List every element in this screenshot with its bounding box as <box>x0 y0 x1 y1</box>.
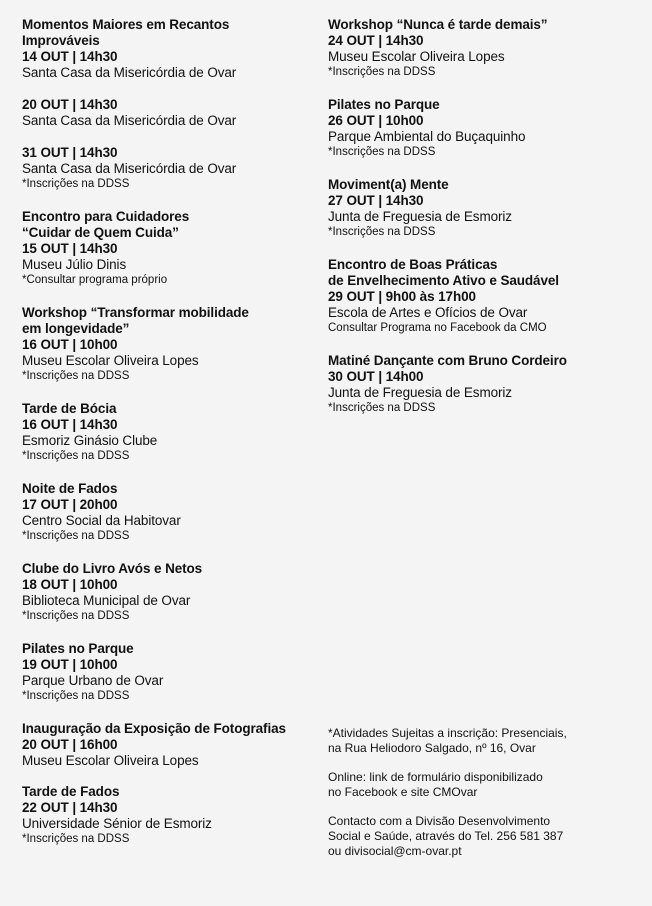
event-title: em longevidade” <box>22 321 130 336</box>
event-title: Pilates no Parque <box>22 641 134 656</box>
event-title: Workshop “Transformar mobilidade <box>22 305 249 320</box>
event-date: 30 OUT | 14h00 <box>328 369 424 384</box>
event-title: Workshop “Nunca é tarde demais” <box>328 17 548 32</box>
event-place: Parque Ambiental do Buçaquinho <box>328 129 526 144</box>
event-place: Museu Escolar Oliveira Lopes <box>22 353 199 368</box>
event-date: 19 OUT | 10h00 <box>22 657 118 672</box>
event-encontro-cuidadores <box>22 209 322 288</box>
event-date: 24 OUT | 14h30 <box>328 33 424 48</box>
event-title: Moviment(a) Mente <box>328 177 449 192</box>
event-date: 16 OUT | 14h30 <box>22 417 118 432</box>
event-momentos-maiores-1 <box>22 17 322 81</box>
event-note: *Consultar programa próprio <box>22 274 168 286</box>
event-date: 17 OUT | 20h00 <box>22 497 118 512</box>
event-title: Matiné Dançante com Bruno Cordeiro <box>328 353 567 368</box>
event-matine-dancante <box>328 353 648 416</box>
event-title: Tarde de Bócia <box>22 401 117 416</box>
event-note: *Inscrições na DDSS <box>22 610 130 622</box>
event-date: 27 OUT | 14h30 <box>328 193 424 208</box>
event-date: 14 OUT | 14h30 <box>22 49 118 64</box>
event-place: Santa Casa da Misericórdia de Ovar <box>22 113 237 128</box>
event-note: *Inscrições na DDSS <box>22 833 130 845</box>
footer-email: ou divisocial@cm-ovar.pt <box>328 844 462 858</box>
event-place: Universidade Sénior de Esmoriz <box>22 816 212 831</box>
event-place: Santa Casa da Misericórdia de Ovar <box>22 161 237 176</box>
event-date: 29 OUT | 9h00 às 17h00 <box>328 289 476 304</box>
event-workshop-nunca-tarde <box>328 17 648 80</box>
footer-text: *Atividades Sujeitas a inscrição: Presenciais, <box>328 726 567 740</box>
event-clube-livro <box>22 561 322 624</box>
event-place: Santa Casa da Misericórdia de Ovar <box>22 65 237 80</box>
event-tarde-bocia <box>22 401 322 464</box>
event-pilates-urbano <box>22 641 322 704</box>
event-title: Inauguração da Exposição de Fotografias <box>22 721 286 736</box>
event-exposicao-fotografias <box>22 721 322 769</box>
event-title: de Envelhecimento Ativo e Saudável <box>328 273 559 288</box>
event-momentos-maiores-3 <box>22 145 322 192</box>
event-note: *Inscrições na DDSS <box>328 146 436 158</box>
event-place: Junta de Freguesia de Esmoriz <box>328 209 512 224</box>
event-place: Museu Júlio Dinis <box>22 257 127 272</box>
footer-text: Online: link de formulário disponibilizado <box>328 770 543 784</box>
event-note: *Inscrições na DDSS <box>22 690 130 702</box>
event-date: 20 OUT | 16h00 <box>22 737 118 752</box>
event-note: *Inscrições na DDSS <box>22 450 130 462</box>
event-date: 16 OUT | 10h00 <box>22 337 118 352</box>
event-note: *Inscrições na DDSS <box>22 178 130 190</box>
event-note: Consultar Programa no Facebook da CMO <box>328 322 547 334</box>
event-date: 20 OUT | 14h30 <box>22 97 118 112</box>
event-noite-fados <box>22 481 322 544</box>
footer-contact-info <box>328 814 648 859</box>
event-movimenta-mente <box>328 177 648 240</box>
event-date: 18 OUT | 10h00 <box>22 577 118 592</box>
event-title: Clube do Livro Avós e Netos <box>22 561 203 576</box>
footer-registration-info <box>328 726 648 756</box>
footer-text: Contacto com a Divisão Desenvolvimento <box>328 814 551 828</box>
event-place: Museu Escolar Oliveira Lopes <box>328 49 505 64</box>
event-place: Escola de Artes e Ofícios de Ovar <box>328 305 528 320</box>
event-title: Pilates no Parque <box>328 97 440 112</box>
event-title: Encontro de Boas Práticas <box>328 257 498 272</box>
event-title: Encontro para Cuidadores <box>22 209 190 224</box>
event-place: Junta de Freguesia de Esmoriz <box>328 385 512 400</box>
event-place: Parque Urbano de Ovar <box>22 673 164 688</box>
event-pilates-bucaquinho <box>328 97 648 160</box>
event-date: 22 OUT | 14h30 <box>22 800 118 815</box>
event-title: Tarde de Fados <box>22 784 120 799</box>
event-date: 26 OUT | 10h00 <box>328 113 424 128</box>
footer-online-info <box>328 770 648 800</box>
event-title: Improváveis <box>22 33 100 48</box>
event-title: Noite de Fados <box>22 481 118 496</box>
event-workshop-mobilidade <box>22 305 322 384</box>
event-boas-praticas <box>328 257 648 336</box>
event-note: *Inscrições na DDSS <box>328 402 436 414</box>
event-place: Biblioteca Municipal de Ovar <box>22 593 191 608</box>
event-tarde-fados <box>22 784 322 847</box>
footer-text: na Rua Heliodoro Salgado, nº 16, Ovar <box>328 741 536 755</box>
footer-text: no Facebook e site CMOvar <box>328 785 478 799</box>
event-place: Museu Escolar Oliveira Lopes <box>22 753 199 768</box>
event-title: “Cuidar de Quem Cuida” <box>22 225 179 240</box>
event-note: *Inscrições na DDSS <box>22 530 130 542</box>
event-momentos-maiores-2 <box>22 97 322 129</box>
event-date: 31 OUT | 14h30 <box>22 145 118 160</box>
event-date: 15 OUT | 14h30 <box>22 241 118 256</box>
footer-text: Social e Saúde, através do Tel. 256 581 387 <box>328 829 564 843</box>
event-note: *Inscrições na DDSS <box>22 370 130 382</box>
event-note: *Inscrições na DDSS <box>328 66 436 78</box>
event-note: *Inscrições na DDSS <box>328 226 436 238</box>
event-place: Esmoriz Ginásio Clube <box>22 433 158 448</box>
event-title: Momentos Maiores em Recantos <box>22 17 230 32</box>
event-place: Centro Social da Habitovar <box>22 513 181 528</box>
